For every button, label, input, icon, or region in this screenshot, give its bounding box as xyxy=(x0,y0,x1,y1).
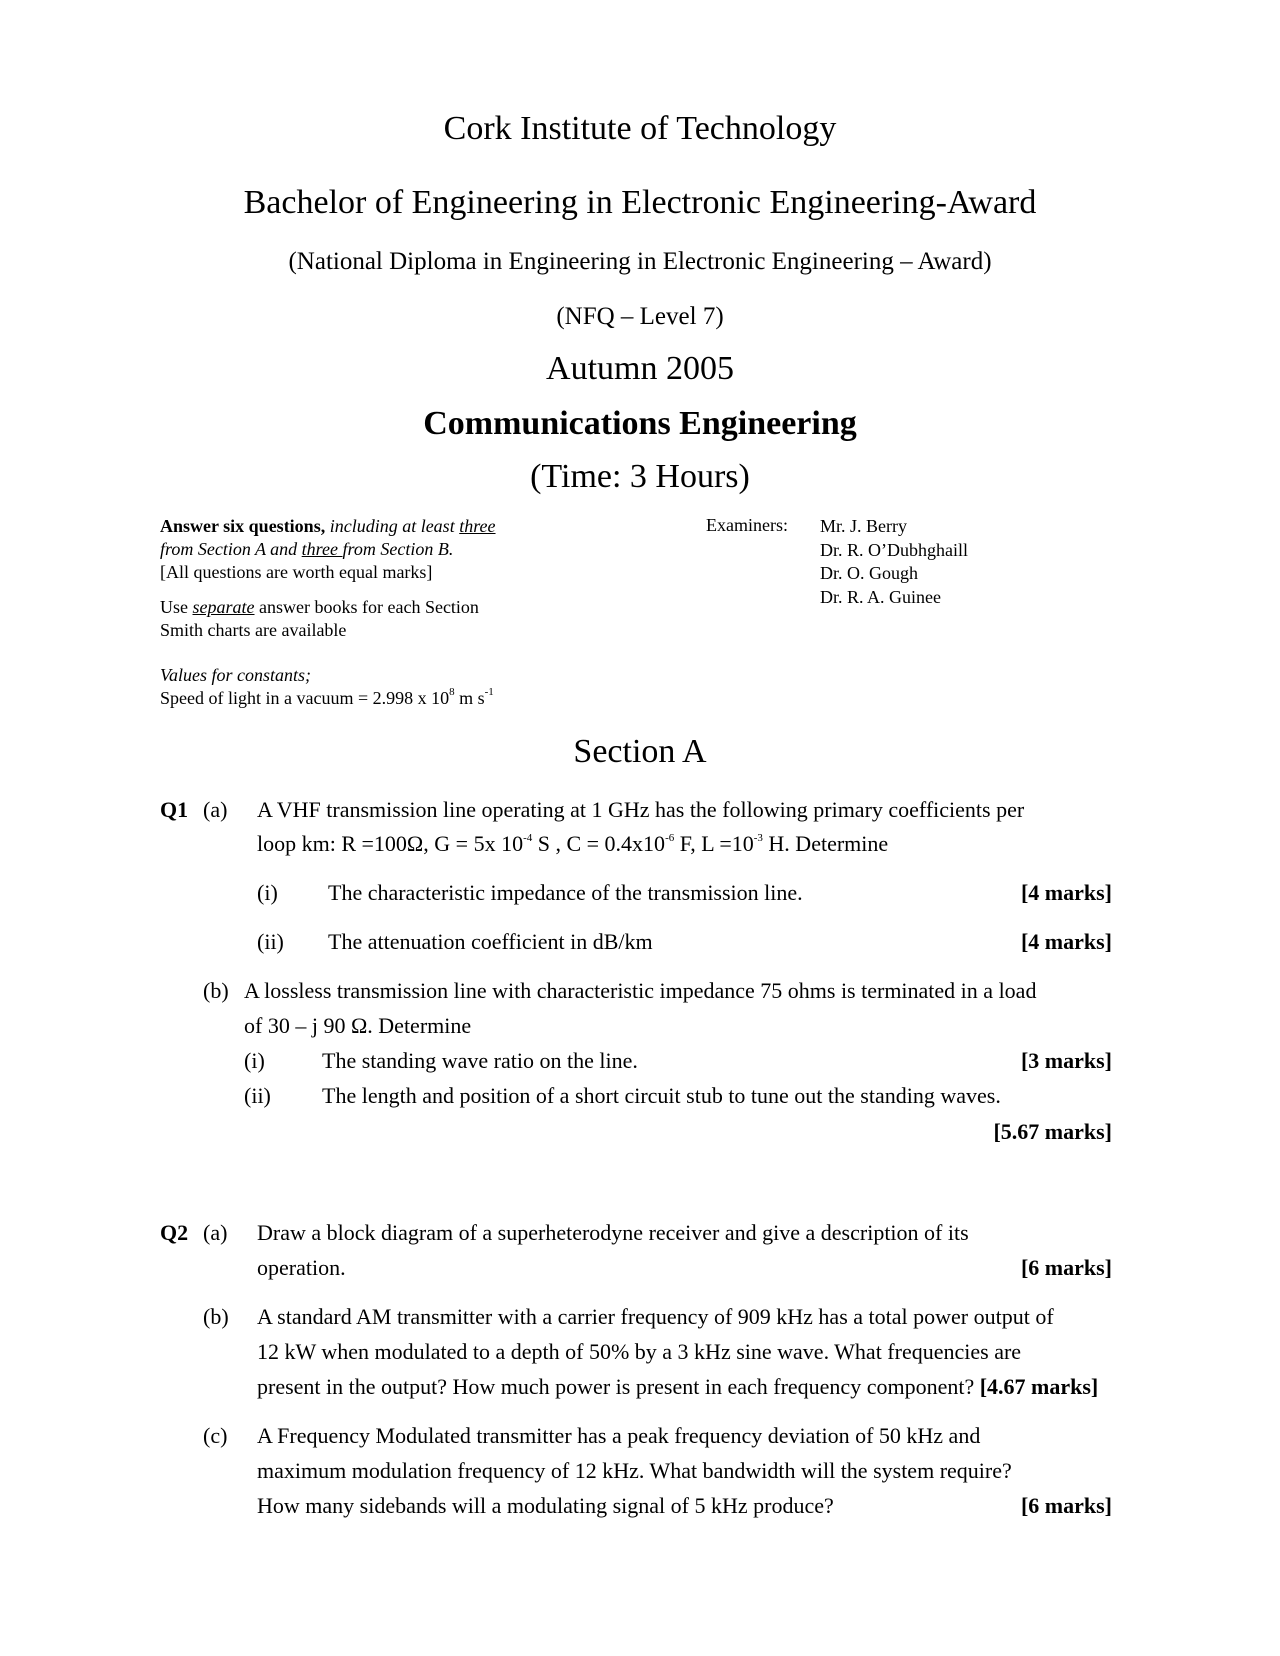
q2-b-line-3-text: present in the output? How much power is present in each frequency component? xyxy=(257,1374,975,1399)
examiner-name: Dr. R. A. Guinee xyxy=(820,586,941,607)
degree-title: Bachelor of Engineering in Electronic Engineering-Award xyxy=(243,184,1037,221)
exam-duration: (Time: 3 Hours) xyxy=(530,458,750,495)
q1-a-ii-marks: [4 marks] xyxy=(1020,929,1112,954)
constant-unit: m s xyxy=(454,688,485,708)
instruction-underlined-text: three xyxy=(459,516,496,536)
q1-coefficient-text: S , C = 0.4x10 xyxy=(532,831,666,856)
q1-coefficient-exponent: -4 xyxy=(523,831,533,844)
q1-b-ii-label: (ii) xyxy=(244,1083,271,1108)
q1-a-ii-label: (ii) xyxy=(257,929,284,954)
examiner-name: Dr. R. O’Dubhghaill xyxy=(820,539,968,560)
section-heading: Section A xyxy=(573,733,707,770)
q2-part-c-line-1: A Frequency Modulated transmitter has a peak frequency deviation of 50 kHz and xyxy=(257,1423,981,1448)
q1-coefficient-exponent: -3 xyxy=(753,831,763,844)
q1-part-b-line-1: A lossless transmission line with characteristic impedance 75 ohms is terminated in a load xyxy=(244,978,1037,1003)
speed-of-light-constant xyxy=(160,687,496,710)
equal-marks-note: [All questions are worth equal marks] xyxy=(160,562,433,582)
q1-b-i-text: The standing wave ratio on the line. xyxy=(322,1048,638,1073)
q1-part-a-label: (a) xyxy=(203,797,228,822)
q2-part-b-line-3 xyxy=(257,1374,1098,1400)
q2-part-c-line-2: maximum modulation frequency of 12 kHz. What bandwidth will the system require? xyxy=(257,1458,1012,1483)
q1-part-a-line-1: A VHF transmission line operating at 1 GHz has the following primary coefficients per xyxy=(257,797,1025,822)
q1-part-a-line-2 xyxy=(257,831,888,857)
q1-a-i-label: (i) xyxy=(257,880,278,905)
q1-a-i-text: The characteristic impedance of the transmission line. xyxy=(328,880,803,905)
instruction-line-2 xyxy=(160,538,496,561)
q1-part-b-line-2: of 30 – j 90 Ω. Determine xyxy=(244,1013,472,1038)
q1-a-i-marks: [4 marks] xyxy=(1020,880,1112,905)
q2-part-c-line-3: How many sidebands will a modulating signal of 5 kHz produce? xyxy=(257,1493,834,1518)
q2-part-a-line-2: operation. xyxy=(257,1255,346,1280)
question-number-q1: Q1 xyxy=(160,797,189,822)
q1-b-ii-marks: [5.67 marks] xyxy=(993,1119,1112,1144)
q2-part-a-label: (a) xyxy=(203,1220,228,1245)
instruction-underlined-text: three xyxy=(301,539,343,559)
constant-text: Speed of light in a vacuum = 2.998 x 10 xyxy=(160,688,450,708)
exam-session: Autumn 2005 xyxy=(546,350,734,387)
instruction-italic-text: from Section A and xyxy=(160,539,302,559)
nfq-level: (NFQ – Level 7) xyxy=(556,303,724,330)
subject-title: Communications Engineering xyxy=(423,405,857,442)
q2-a-marks: [6 marks] xyxy=(1020,1255,1112,1280)
instruction-underlined-text: separate xyxy=(192,597,255,617)
answer-count-text: Answer six questions, xyxy=(160,516,326,536)
q1-coefficient-exponent: -6 xyxy=(665,831,675,844)
q1-coefficient-text: F, L =10 xyxy=(674,831,754,856)
q1-b-i-marks: [3 marks] xyxy=(1020,1048,1112,1073)
q2-part-b-line-1: A standard AM transmitter with a carrier frequency of 909 kHz has a total power output of xyxy=(257,1304,1054,1329)
instruction-text: Use xyxy=(160,597,193,617)
constant-exponent: -1 xyxy=(484,686,494,698)
q2-part-c-label: (c) xyxy=(203,1423,228,1448)
q1-a-ii-text: The attenuation coefficient in dB/km xyxy=(328,929,653,954)
q2-part-b-label: (b) xyxy=(203,1304,229,1329)
exam-instructions xyxy=(160,515,496,710)
constants-heading: Values for constants; xyxy=(160,665,311,685)
q2-c-marks: [6 marks] xyxy=(1020,1493,1112,1518)
examiners-list xyxy=(820,515,968,609)
examiner-name: Mr. J. Berry xyxy=(820,516,907,536)
question-number-q2: Q2 xyxy=(160,1220,189,1245)
q1-part-b-label: (b) xyxy=(203,978,229,1003)
q1-b-ii-text: The length and position of a short circuit stub to tune out the standing waves. xyxy=(322,1083,1001,1108)
examiner-name: Dr. O. Gough xyxy=(820,563,918,583)
examiners-label: Examiners: xyxy=(706,515,788,535)
q2-b-marks: [4.67 marks] xyxy=(979,1374,1099,1399)
instruction-text: answer books for each Section xyxy=(254,597,479,617)
constant-exponent: 8 xyxy=(449,686,455,698)
q1-b-i-label: (i) xyxy=(244,1048,265,1073)
instruction-italic-text: including at least xyxy=(325,516,460,536)
answer-books-note xyxy=(160,596,496,619)
instruction-italic-text: from Section B. xyxy=(342,539,454,559)
diploma-subtitle: (National Diploma in Engineering in Electronic Engineering – Award) xyxy=(288,248,992,275)
q1-coefficient-text: loop km: R =100Ω, G = 5x 10 xyxy=(257,831,524,856)
q2-part-a-line-1: Draw a block diagram of a superheterodyne receiver and give a description of its xyxy=(257,1220,969,1245)
instruction-line-1 xyxy=(160,515,496,538)
smith-charts-note: Smith charts are available xyxy=(160,620,347,640)
institution-title: Cork Institute of Technology xyxy=(443,110,837,147)
q2-part-b-line-2: 12 kW when modulated to a depth of 50% by a 3 kHz sine wave. What frequencies are xyxy=(257,1339,1022,1364)
q1-coefficient-text: H. Determine xyxy=(762,831,889,856)
